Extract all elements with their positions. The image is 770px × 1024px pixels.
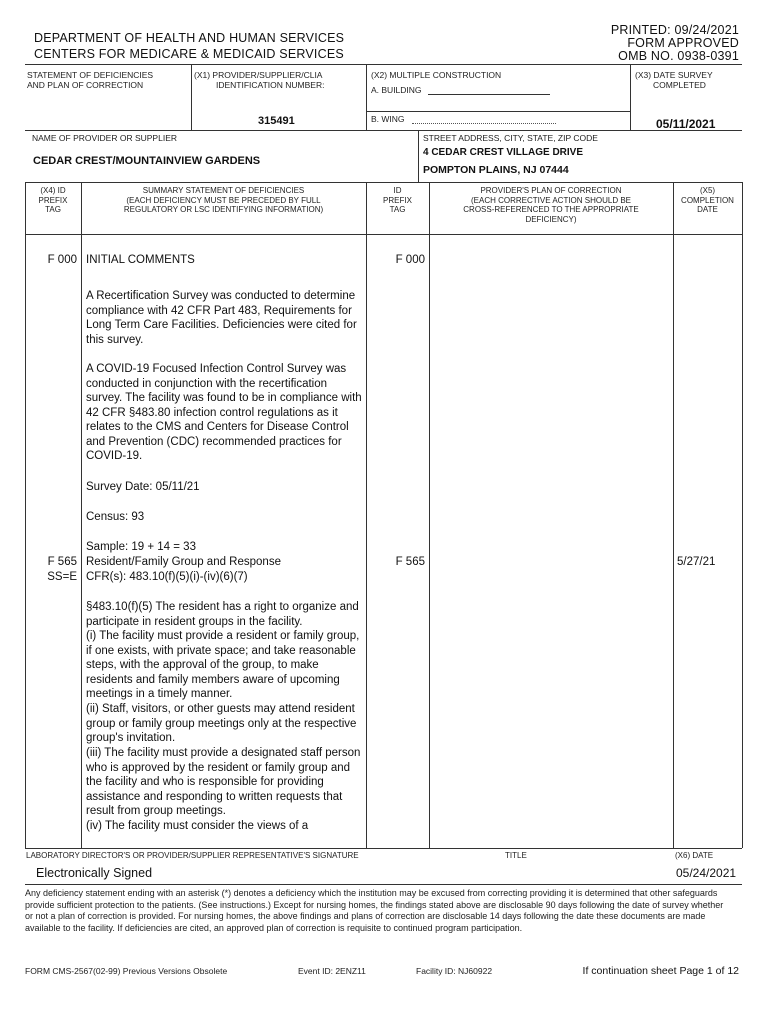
paragraph-private-space: (i) The facility must provide a resident or family group, if one exists, with private space; and take reasonable steps, with the approval of the group, to make residents and family members aware of upcoming meetings in a timely manner. [86, 630, 360, 700]
entry-cfr-reference: CFR(s): 483.10(f)(5)(i)-(iv)(6)(7) [86, 571, 248, 583]
x1-label-1: (X1) PROVIDER/SUPPLIER/CLIA [194, 70, 323, 80]
column-divider [673, 182, 674, 848]
rule [25, 182, 742, 183]
x5-header-line: (X5) [699, 186, 716, 195]
event-id: Event ID: 2ENZ11 [298, 966, 366, 976]
entry-title-initial-comments: INITIAL COMMENTS [86, 254, 195, 266]
department-line-2: CENTERS FOR MEDICARE & MEDICAID SERVICES [34, 47, 344, 61]
building-label: A. BUILDING [371, 85, 422, 95]
id-header [366, 186, 429, 215]
rule [25, 130, 742, 131]
summary-header-line: REGULATORY OR LSC IDENTIFYING INFORMATION) [123, 205, 324, 214]
x1-label-2: IDENTIFICATION NUMBER: [216, 80, 325, 90]
rule [366, 111, 630, 112]
divider [366, 64, 367, 130]
x5-header-line: DATE [697, 205, 718, 214]
survey-date: Survey Date: 05/11/21 [86, 481, 200, 493]
paragraph-recertification: A Recertification Survey was conducted to determine compliance with 42 CFR Part 483, Requirements for Long Term Care Facilities. Deficiencies were cited for this survey. [86, 290, 357, 346]
x4-header-line: TAG [45, 205, 61, 214]
disclaimer: Any deficiency statement ending with an asterisk (*) denotes a deficiency which the institution may be excused from correcting providing it is determined that other safeguards provide sufficient protection to the patients. (See instructions.) Except for nursing homes, the findings stated above are disclosable 90 days following the date of survey whether or not a plan of correction is provided. For nursing homes, the above findings and plans of correction are disclosable 14 days following the date these documents are made available to the facility. If deficiencies are cited, an approved plan of correction is requisite to continued program participation. [25, 888, 724, 933]
entry-title-resident-family-group: Resident/Family Group and Response [86, 556, 281, 568]
id-header-line: TAG [389, 205, 406, 214]
provider-id-number: 315491 [258, 115, 295, 127]
address-label: STREET ADDRESS, CITY, STATE, ZIP CODE [423, 133, 598, 143]
signature-date: 05/24/2021 [676, 866, 737, 880]
paragraph-covid: A COVID-19 Focused Infection Control Survey was conducted in conjunction with the recertification survey. The facility was found to be in compliance with 42 CFR §483.80 infection control regulations as it relates to the CMS and Centers for Disease Control and Prevention (CDC) recommended practices for COVID-19. [86, 363, 362, 462]
x2-label: (X2) MULTIPLE CONSTRUCTION [371, 70, 502, 80]
title-label: TITLE [505, 851, 527, 860]
x3-label-2: COMPLETED [653, 80, 706, 90]
plan-header [429, 186, 673, 224]
address-line-2: POMPTON PLAINS, NJ 07444 [423, 164, 569, 176]
tag-f000-right: F 000 [395, 254, 425, 266]
x4-header-line: PREFIX [38, 195, 68, 205]
column-divider [429, 182, 430, 848]
x6-date-label: (X6) DATE [675, 851, 714, 860]
tag-f565: F 565 [47, 556, 77, 568]
signature-label: LABORATORY DIRECTOR'S OR PROVIDER/SUPPLIER REPRESENTATIVE'S SIGNATURE [26, 851, 359, 860]
id-header-line: ID [393, 186, 402, 195]
tag-f000: F 000 [47, 254, 77, 266]
paragraph-staff-visitors: (ii) Staff, visitors, or other guests may attend resident group or family group meetings only at the respective group's invitation. [86, 703, 357, 744]
wing-label: B. WING [371, 114, 405, 124]
plan-header-line: PROVIDER'S PLAN OF CORRECTION [480, 186, 622, 195]
survey-completed-date: 05/11/2021 [656, 117, 716, 131]
statement-label-1: STATEMENT OF DEFICIENCIES [27, 70, 154, 80]
divider [191, 64, 192, 130]
summary-header-line: SUMMARY STATEMENT OF DEFICIENCIES [142, 186, 305, 195]
x5-header-line: COMPLETION [681, 195, 734, 205]
building-line [428, 94, 550, 95]
id-header-line: PREFIX [383, 195, 412, 205]
column-divider [366, 182, 367, 848]
printed-date: PRINTED: 09/24/2021 [610, 23, 739, 37]
summary-header-line: (EACH DEFICIENCY MUST BE PRECEDED BY FULL [126, 195, 321, 205]
plan-header-line: DEFICIENCY) [525, 214, 577, 224]
x3-label-1: (X3) DATE SURVEY [635, 70, 713, 80]
omb-number: OMB NO. 0938-0391 [618, 49, 739, 63]
census: Census: 93 [86, 511, 145, 523]
sample: Sample: 19 + 14 = 33 [86, 541, 196, 553]
statement-label-2: AND PLAN OF CORRECTION [27, 80, 144, 90]
tag-f565-right: F 565 [395, 556, 425, 568]
form-approved: FORM APPROVED [627, 36, 739, 50]
column-border-left [25, 182, 26, 848]
facility-id: Facility ID: NJ60922 [416, 966, 493, 976]
x4-header-line: (X4) ID [40, 186, 66, 195]
x4-header [25, 186, 81, 215]
divider [630, 64, 631, 130]
divider [418, 130, 419, 182]
department-line-1: DEPARTMENT OF HEALTH AND HUMAN SERVICES [34, 31, 345, 45]
rule [25, 64, 742, 65]
scope-severity: SS=E [47, 571, 77, 583]
form-number: FORM CMS-2567(02-99) Previous Versions Obsolete [25, 966, 228, 976]
signature-value: Electronically Signed [36, 866, 153, 880]
paragraph-views: (iv) The facility must consider the views of a [86, 820, 309, 832]
rule [25, 848, 742, 849]
paragraph-right-to-organize: §483.10(f)(5) The resident has a right to organize and participate in resident groups in the facility. [86, 601, 359, 628]
wing-line [412, 123, 556, 124]
column-divider [81, 182, 82, 848]
x5-header [673, 186, 742, 215]
rule [25, 234, 742, 235]
plan-header-line: (EACH CORRECTIVE ACTION SHOULD BE [470, 195, 632, 205]
summary-header [81, 186, 366, 215]
rule [25, 884, 742, 885]
paragraph-designated-staff: (iii) The facility must provide a designated staff person who is approved by the resident or family group and the facility and who is responsible for providing assistance and responding to written requests that result from group meetings. [86, 747, 361, 817]
provider-name-label: NAME OF PROVIDER OR SUPPLIER [32, 133, 177, 143]
provider-name: CEDAR CREST/MOUNTAINVIEW GARDENS [33, 155, 261, 167]
plan-header-line: CROSS-REFERENCED TO THE APPROPRIATE [463, 205, 639, 214]
address-line-1: 4 CEDAR CREST VILLAGE DRIVE [423, 147, 584, 158]
completion-date-f565: 5/27/21 [677, 556, 716, 568]
column-border-right [742, 182, 743, 848]
page-indicator: If continuation sheet Page 1 of 12 [582, 965, 739, 977]
